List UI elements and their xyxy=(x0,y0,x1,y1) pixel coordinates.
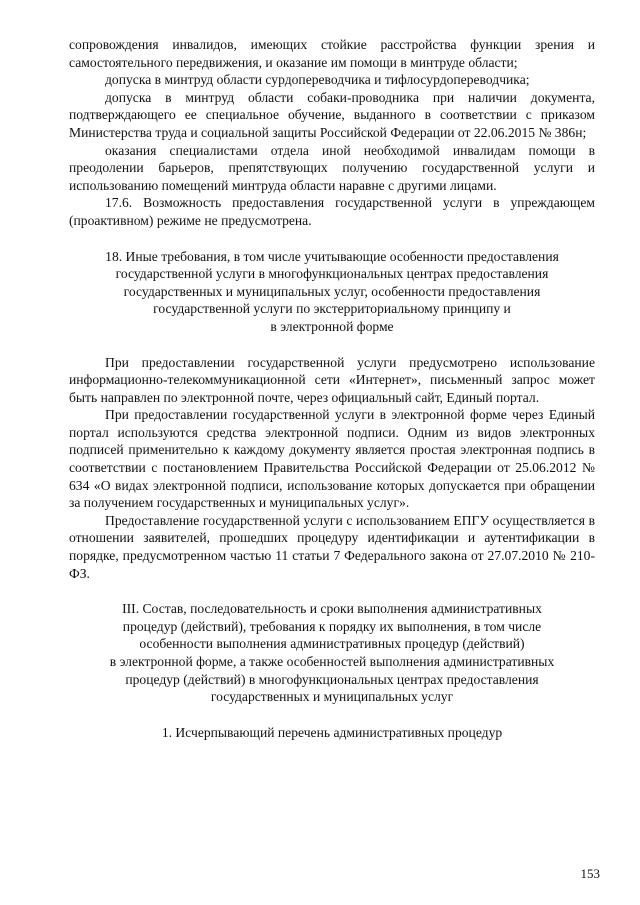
heading-line: процедур (действий), требования к порядку их выполнения, в том числе xyxy=(122,618,542,634)
heading-line: в электронной форме, а также особенностей выполнения административных xyxy=(109,654,555,669)
heading-line: процедур (действий) в многофункциональных центрах предоставления xyxy=(125,671,539,687)
paragraph-escort: сопровождения инвалидов, имеющих стойкие расстройства функции зрения и самостоятельного передвижения, и оказание им помощи в минтруде области; xyxy=(69,37,595,70)
paragraph-sign-interpreter: допуска в минтруд области сурдопереводчика и тифлосурдопереводчика; xyxy=(105,72,530,88)
spacer xyxy=(69,230,595,248)
paragraph-electronic-signature: При предоставлении государственной услуги в электронной форме через Единый портал используются средства электронной подписи. Одним из видов электронных подписей применительно к каждому документу является простая электронная подпись в соответствии с постановлением Правительства Российской Федерации от 25.06.2012 № 634 «О видах электронной подписи, использование которых допускается при обращении за получением государственных и муниципальных услуг». xyxy=(69,407,595,511)
heading-line: государственной услуги по экстерриториальному принципу и xyxy=(153,301,511,317)
heading-line: государственной услуги в многофункциональных центрах предоставления xyxy=(115,266,549,282)
paragraph-epgu: Предоставление государственной услуги с использованием ЕПГУ осуществляется в отношении заявителей, прошедших процедуру идентификации и аутентификации в порядке, предусмотренном частью 11 статьи 7 Федерального закона от 27.07.2010 № 210-ФЗ. xyxy=(69,512,595,581)
spacer xyxy=(69,336,595,354)
heading-line: особенности выполнения административных процедур (действий) xyxy=(139,636,525,652)
heading-line: государственных и муниципальных услуг, особенности предоставления xyxy=(123,283,541,299)
page-number: 153 xyxy=(580,866,600,881)
spacer xyxy=(69,706,595,724)
heading-line: III. Состав, последовательность и сроки выполнения административных xyxy=(122,601,542,617)
heading-line: в электронной форме xyxy=(270,318,394,334)
section-3-heading xyxy=(69,600,595,706)
paragraph-internet: При предоставлении государственной услуги предусмотрено использование информационно-телекоммуникационной сети «Интернет», письменный запрос может быть направлен по электронной почте, через официальный сайт, Единый портал. xyxy=(69,354,595,405)
subsection-heading: 1. Исчерпывающий перечень административных процедур xyxy=(161,724,503,740)
paragraph-17-6: 17.6. Возможность предоставления государственной услуги в упреждающем (проактивном) режиме не предусмотрена. xyxy=(69,195,595,228)
document-page xyxy=(69,36,595,741)
heading-line: 18. Иные требования, в том числе учитывающие особенности предоставления xyxy=(105,248,559,264)
paragraph-assistance: оказания специалистами отдела иной необходимой инвалидам помощи в преодолении барьеров, препятствующих получению государственной услуги и использованию помещений минтруда области наравне с другими лицами. xyxy=(69,142,595,193)
spacer xyxy=(69,582,595,600)
section-18-heading xyxy=(69,248,595,336)
heading-line: государственных и муниципальных услуг xyxy=(210,689,454,705)
paragraph-guide-dog: допуска в минтруд области собаки-проводника при наличии документа, подтверждающего ее специальное обучение, выданного в соответствии с приказом Министерства труда и социальной защиты Российской Федерации от 22.06.2015 № 386н; xyxy=(69,89,595,140)
